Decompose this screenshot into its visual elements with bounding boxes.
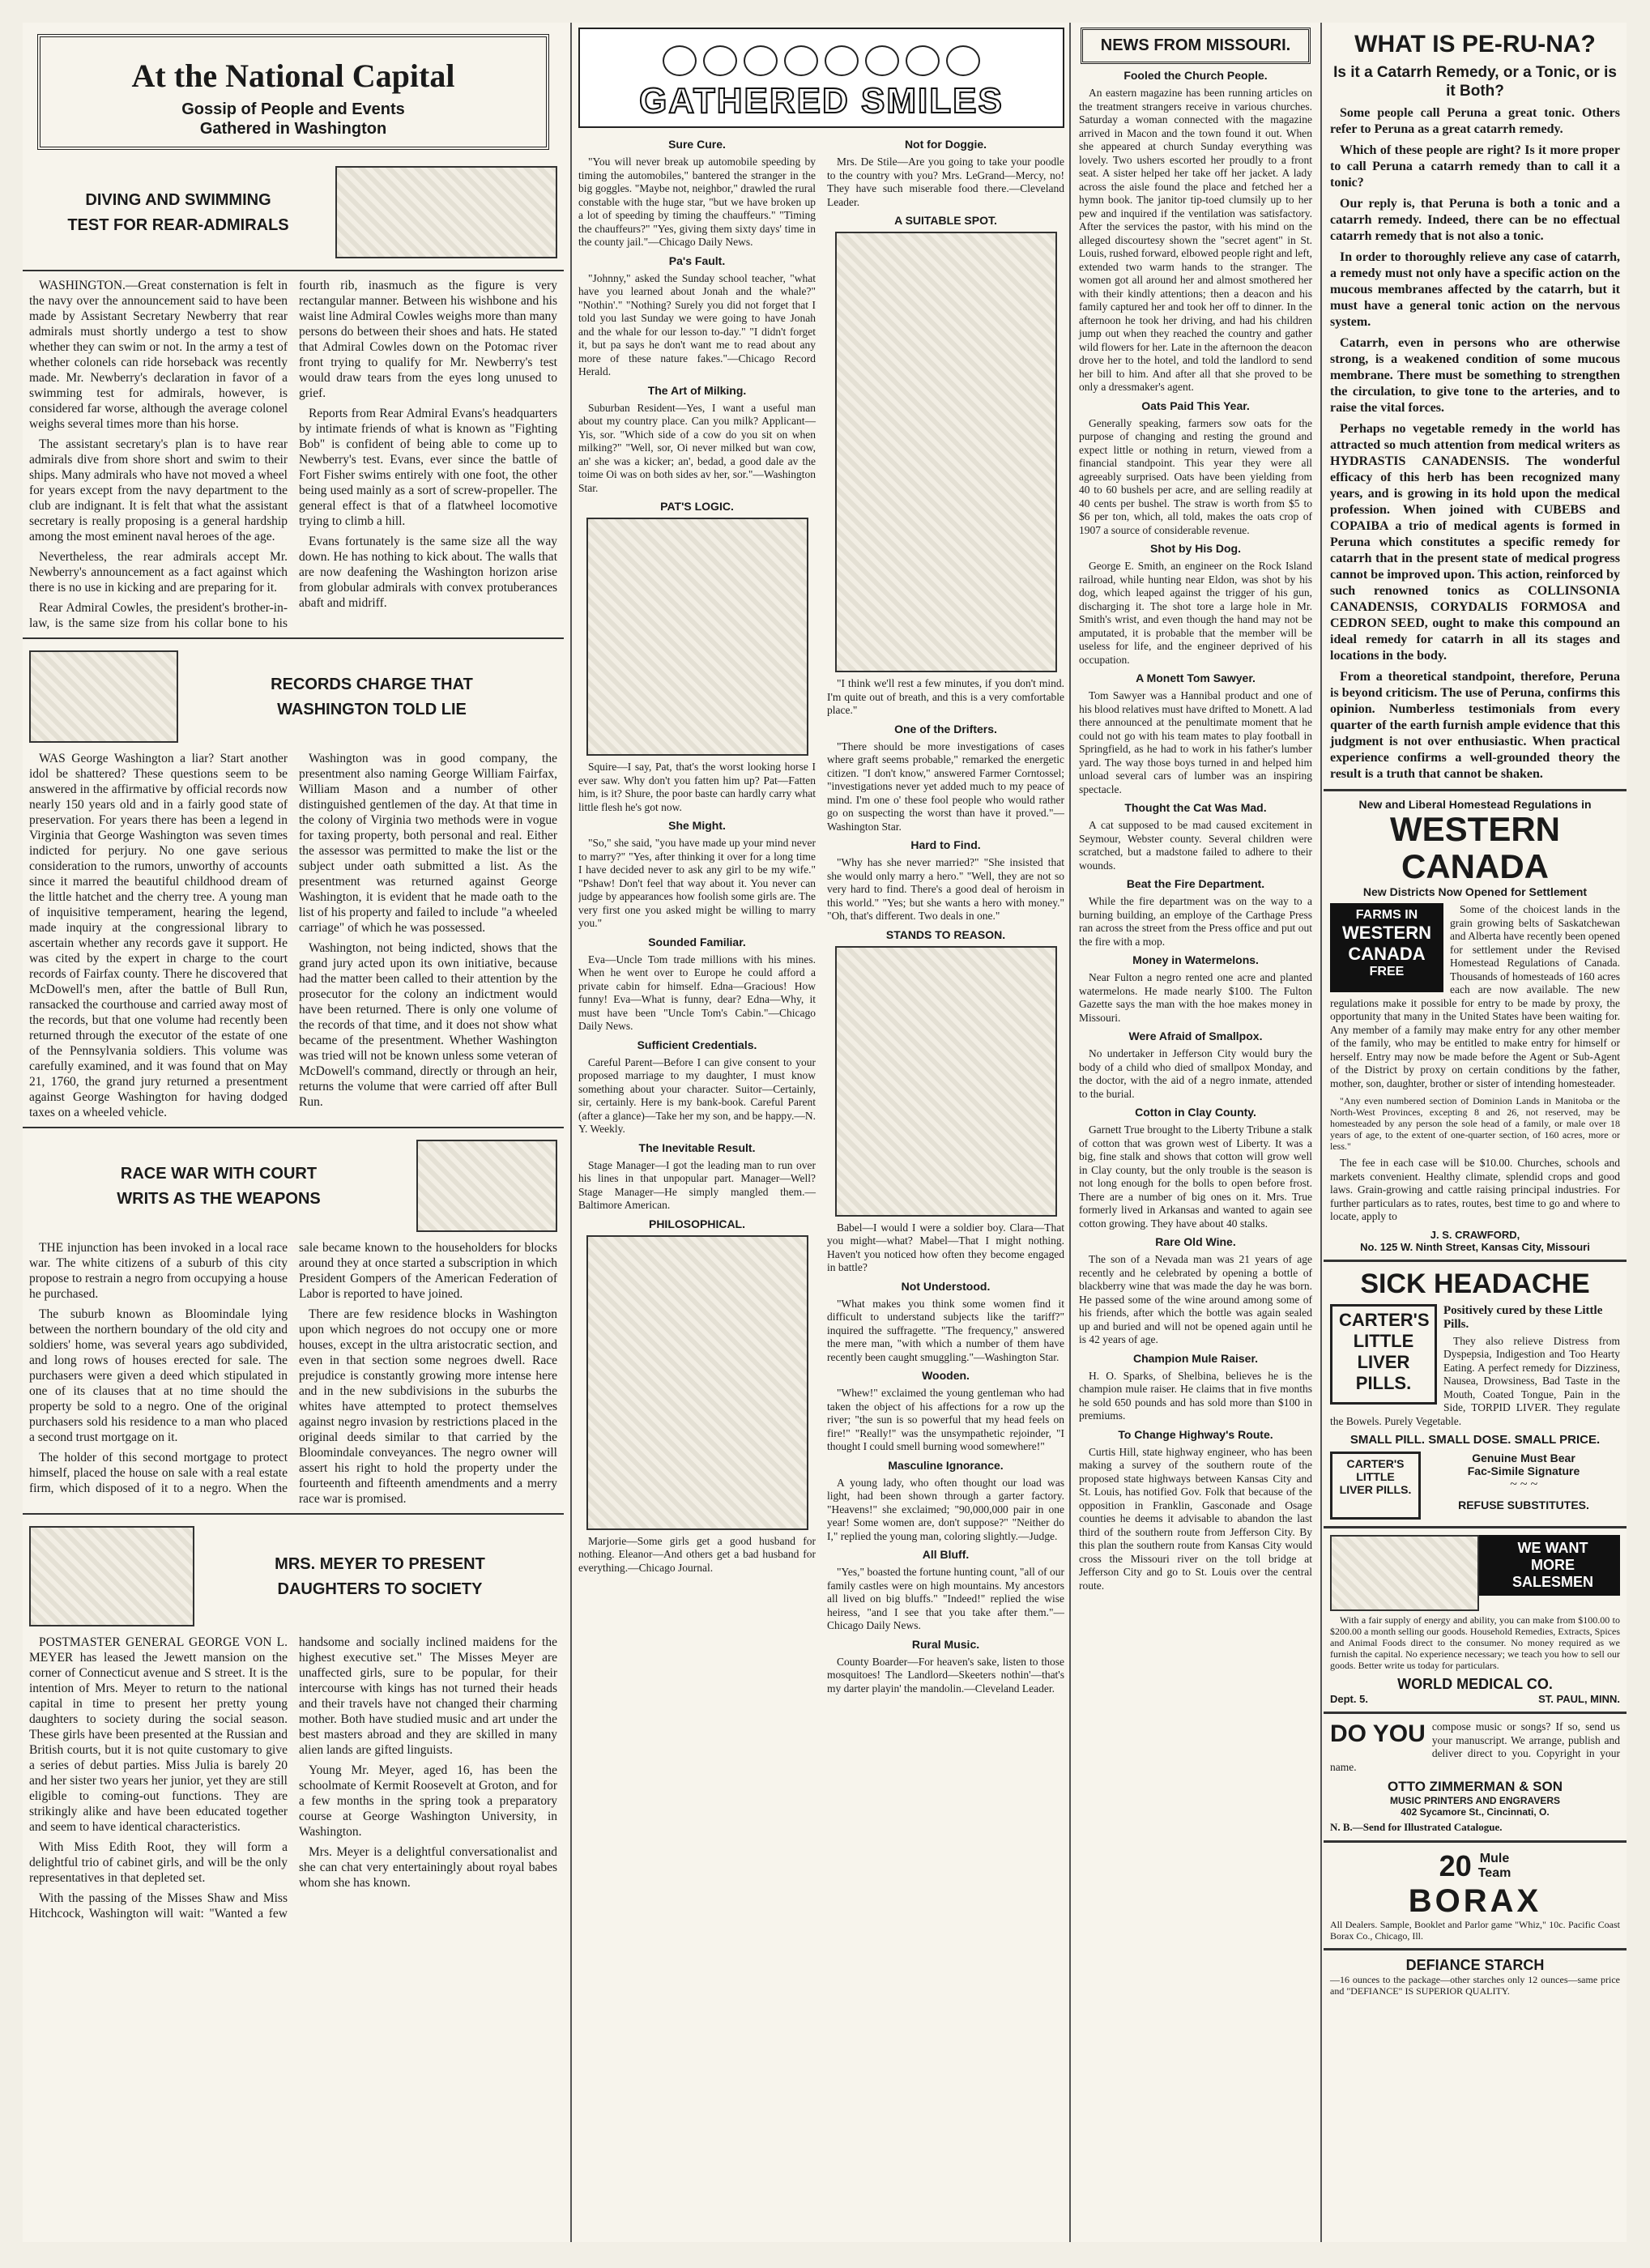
joke-title: All Bluff. bbox=[922, 1548, 970, 1561]
jokes-left-column bbox=[578, 133, 816, 1700]
article-meyer-body bbox=[29, 1635, 557, 1921]
news-title: Rare Old Wine. bbox=[1155, 1235, 1236, 1248]
article-paragraph: Nevertheless, the rear admirals accept Mr. Newberry's announcement as a fact against which there is no use in kicking and are preparing for it. bbox=[29, 550, 288, 595]
article-paragraph: Washington, not being indicted, shows that the grand jury acted upon its own initiative, because had the matter been called to their attention by the prosecutor for the colony an indictment would have been returned. There is only one volume of the records of that time, and it does not show what became of the presentment. Whether Washington was tried will not be known unless some veteran of McDowell's command, directly or through an heir, returns the volume that were carried off after Bull Run. bbox=[299, 941, 557, 1109]
canada-title-1: WESTERN bbox=[1390, 810, 1560, 848]
headline-race-war-2: WRITS AS THE WEAPONS bbox=[117, 1190, 321, 1208]
headline-records-2: WASHINGTON TOLD LIE bbox=[277, 701, 467, 718]
joke-text: Squire—I say, Pat, that's the worst looking horse I ever saw. Why don't you fatten him up? Pat—Fatten him, is it? Shure, the poor baste can hardly carry what little flesh he's got now. bbox=[578, 761, 816, 813]
joke-title: Not for Doggie. bbox=[904, 138, 987, 151]
newspaper-page bbox=[23, 23, 1627, 2242]
news-text: Curtis Hill, state highway engineer, who has been making a survey of the southern route of the proposed state highways between Kansas City and St. Louis, has notified Gov. Folk that because of the opposition in Franklin, Gasconade and Osage counties he deems it advisable to abandon the last third of the southern route from Jefferson City. By this plan the southern route from Kansas City would cross the Missouri river on the toll bridge at Jefferson City and go to St. Louis over the central route. bbox=[1079, 1445, 1312, 1592]
carters-logo: CARTER'S LITTLE LIVER PILLS. bbox=[1330, 1304, 1437, 1405]
news-title: Shot by His Dog. bbox=[1150, 542, 1241, 555]
joke-title: Not Understood. bbox=[901, 1279, 991, 1293]
carters-slogan: SMALL PILL. SMALL DOSE. SMALL PRICE. bbox=[1349, 1433, 1601, 1447]
missouri-header: NEWS FROM MISSOURI. bbox=[1100, 36, 1291, 54]
article-paragraph: The suburb known as Bloomindale lying between the northern boundary of the old city and soldiers' home, was several years ago subdivided, and long rows of houses erected for sale. The purchasers were given a deed which stipulated in one of its clauses that at no time should the property be sold to a negro. One of the original purchasers sold his residence to a man who placed a second trust mortgage on it. bbox=[29, 1307, 288, 1444]
carters-small-logo: CARTER'S LITTLE LIVER PILLS. bbox=[1330, 1452, 1421, 1520]
article-paragraph: With the passing of the Misses Shaw and Miss Hitchcock, Washington will wait: "Wanted a few handsome and socially inclined maidens for the highest executive set." The Misses Meyer are unaffected girls, sure to be popular, for their intercourse with kings has not turned their heads and their travels have not changed their charming mother. Both have studied music and art under the best masters abroad and they are skilled in many alien lands are gifted linguists. bbox=[29, 1635, 557, 1921]
zimmerman-nb: N. B.—Send for Illustrated Catalogue. bbox=[1330, 1821, 1503, 1833]
joke-text: "So," she said, "you have made up your mind never to marry?" "Yes, after thinking it over for a long time I have decided never to ask any girl to be my wife." "Pshaw! Don't feel that way about it. You never can judge by appearances how foolish some girls are. The very first one you asked might be willing to marry you." bbox=[578, 837, 816, 929]
article-paragraph: Mrs. Meyer is a delightful conversationalist and she can chat very entertainingly about royal babes whom she has known. bbox=[299, 1845, 557, 1890]
ad-paragraph: Our reply is, that Peruna is both a tonic and a catarrh remedy. Indeed, there can be no effectual catarrh remedy that is not also a tonic. bbox=[1330, 197, 1620, 243]
capital-title: At the National Capital bbox=[131, 58, 455, 94]
salesmen-city: ST. PAUL, MINN. bbox=[1538, 1693, 1620, 1705]
borax-number: 20 bbox=[1439, 1849, 1472, 1882]
joke-text: Marjorie—Some girls get a good husband for nothing. Eleanor—And others get a bad husband for everything.—Chicago Journal. bbox=[578, 1534, 816, 1574]
article-paragraph: POSTMASTER GENERAL GEORGE VON L. MEYER has leased the Jewett mansion on the corner of Connecticut avenue and S street. It is the intention of Mrs. Meyer to return to the national capital in time to present her pretty young daughters to society during the social season. These girls have been presented at the Russian and British courts, but it is not quite customary to give a series of debut parties. Miss Julia is barely 20 and her sister two years her junior, yet they are still eligible to coming-out functions. They are strikingly alike and have been educated together and seem to have identical characteristics. bbox=[29, 1635, 288, 1834]
column-rule bbox=[1069, 23, 1071, 2242]
jokes-right-column bbox=[827, 133, 1064, 1700]
joke-text: Eva—Uncle Tom trade millions with his mines. When he went over to Europe he could afford a private cabin for himself. Edna—Gracious! How funny! Eva—What is funny, dear? Edna—Why, it must have been "Uncle Tom's Cabin."—Chicago Daily News. bbox=[578, 953, 816, 1032]
hanging-man-illustration bbox=[835, 232, 1057, 672]
column-gathered-smiles bbox=[578, 23, 1064, 2242]
article-paragraph: The assistant secretary's plan is to have rear admirals dive from shore short and swim to their ships. Many admirals who have not moved a wheel for years except from the navy department to the club are indignant. It is felt that what the assistant secretary is really proposing is a general hardship among the most eminent naval heroes of the age. bbox=[29, 437, 288, 544]
zimmerman-ad bbox=[1324, 1720, 1627, 1834]
horse-rider-illustration bbox=[586, 518, 808, 756]
joke-title: Pa's Fault. bbox=[668, 254, 726, 267]
news-title: Beat the Fire Department. bbox=[1126, 877, 1265, 890]
article-diving-body bbox=[29, 278, 557, 631]
salesmen-body: With a fair supply of energy and ability, you can make from $100.00 to $200.00 a month selling our goods. Household Remedies, Extracts, Spices and Animal Foods direct to the consumer. No money required as we furnish the capital. No experience necessary; we teach you how to sell our goods. Better write us today for particulars. bbox=[1330, 1614, 1620, 1671]
joke-text: "Yes," boasted the fortune hunting count, "all of our family castles were on high mountains. My ancestors all lived on big bluffs." "Indeed!" replied the wise heiress, "and I see that you take after them."—Chicago Daily News. bbox=[827, 1566, 1064, 1631]
borax-ad bbox=[1324, 1849, 1627, 1942]
news-title: Money in Watermelons. bbox=[1132, 953, 1259, 966]
joke-title: She Might. bbox=[668, 819, 726, 832]
western-canada-ad bbox=[1324, 798, 1627, 1253]
canada-notice: "Any even numbered section of Dominion Lands in Manitoba or the North-West Provinces, excepting 8 and 26, not reserved, may be homesteaded by any person the sole head of a family, or male over 18 years of age, to the extent of one-quarter section, of 160 acres, more or less." bbox=[1330, 1095, 1620, 1152]
salesmen-head-2: MORE bbox=[1531, 1557, 1575, 1573]
zimmerman-company: OTTO ZIMMERMAN & SON bbox=[1388, 1779, 1563, 1794]
news-text: An eastern magazine has been running articles on the treatment strangers receive in various churches. Saturday a woman connected with the magazine arrived in Macon and the town found it out. When she appeared at church Sunday everything was lovely. Two ushers escorted her proudly to a front seat. A sister helped her take off her jacket. A lady across the aisle found the place and fetched her a hymn book. The janitor tip-toed clumsily up to her pew and inquired if the ventilation was satisfactory. After the services the pastor, with his mind on the alleged discourtesy shown the "secret agent" in St. Louis, rushed forward, elbowed people right and left, extended two warm hands to the stranger. The women got all around her and almost smothered her with their kindly attentions; then a deacon and his family captured her and took her off to dinner. In the afternoon he took her driving, and had his children jump out when they reached the country and gather wild flowers for her. Late in the afternoon the deacon drove her to the hotel, and told the landlord to send her bill to him. And after all that she proved to be only a dressmaker's agent. bbox=[1079, 87, 1312, 393]
ledger-book-illustration bbox=[29, 650, 178, 743]
two-men-illustration bbox=[416, 1140, 557, 1232]
two-ladies-illustration bbox=[29, 1526, 194, 1626]
canada-title-2: CANADA bbox=[1401, 847, 1549, 885]
joke-title: STANDS TO REASON. bbox=[885, 927, 1006, 941]
joke-title: PAT'S LOGIC. bbox=[660, 500, 734, 513]
canada-pre: New and Liberal Homestead Regulations in bbox=[1358, 798, 1592, 811]
salesmen-ad bbox=[1324, 1535, 1627, 1705]
canada-fee: The fee in each case will be $10.00. Churches, schools and markets convenient. Healthy climate, splendid crops and good laws. Grain-growing and cattle raising principal industries. For further particulars as to rates, routes, best time to go and where to locate, apply to bbox=[1330, 1157, 1620, 1222]
column-advertisements bbox=[1324, 23, 1627, 2242]
carters-ad bbox=[1324, 1268, 1627, 1520]
joke-text: "Why has she never married?" "She insisted that she would only marry a hero." "Well, they are not so very hard to find. There's a good deal of heroism in this world." "Yes; but she wants a hero with money." "Oh, that's different. Two deals in one." bbox=[827, 856, 1064, 922]
news-title: To Change Highway's Route. bbox=[1118, 1427, 1273, 1441]
joke-text: Mrs. De Stile—Are you going to take your poodle to the country with you? Mrs. LeGrand—Mercy, no! They have such miserable food there.—Cleveland Leader. bbox=[827, 156, 1064, 208]
borax-team: Team bbox=[1477, 1866, 1511, 1880]
signature-image: ~ ~ ~ bbox=[1510, 1477, 1537, 1491]
ad-paragraph: In order to thoroughly relieve any case of catarrh, a remedy must not only have a specific action on the mucous membranes affected by the catarrh, but it must have a general tonic action on the nervous system. bbox=[1330, 250, 1620, 329]
article-paragraph: THE injunction has been invoked in a local race war. The white citizens of a suburb of this city propose to restrain a negro from occupying a house he purchased. bbox=[29, 1241, 288, 1301]
news-title: Thought the Cat Was Mad. bbox=[1124, 801, 1267, 814]
article-paragraph: Evans fortunately is the same size all the way down. He has nothing to kick about. The walls that are now deafening the Washington horizon arise from globular admirals with convex protuberances abaft and midriff. bbox=[299, 535, 557, 610]
defiance-title: DEFIANCE STARCH bbox=[1405, 1957, 1545, 1973]
joke-title: A SUITABLE SPOT. bbox=[894, 214, 997, 227]
capital-subtitle-2: Gathered in Washington bbox=[199, 120, 387, 138]
headline-diving-2: TEST FOR REAR-ADMIRALS bbox=[67, 216, 289, 234]
article-paragraph: Young Mr. Meyer, aged 16, has been the schoolmate of Kermit Roosevelt at Groton, and for a few months in the spring took a preparatory course at George Washington University, in Washington. bbox=[299, 1763, 557, 1839]
joke-text: "There should be more investigations of cases where graft seems probable," remarked the energetic citizen. "I don't know," answered Farmer Corntossel; "investigations never yet added much to my peace of mind. I'm one o' these fool people who would rather go on suspecting the worst than have it proved."—Washington Star. bbox=[827, 740, 1064, 833]
carters-genuine-1: Genuine Must Bear bbox=[1472, 1452, 1575, 1464]
joke-title: Masculine Ignorance. bbox=[888, 1458, 1004, 1472]
peruna-subtitle: Is it a Catarrh Remedy, or a Tonic, or is it Both? bbox=[1333, 64, 1617, 100]
joke-title: One of the Drifters. bbox=[894, 722, 997, 735]
defiance-starch-ad bbox=[1324, 1957, 1627, 1997]
news-text: Generally speaking, farmers sow oats for the purpose of changing and resting the ground and expect little or nothing in return, viewed from a financial standpoint. This year they were all agreeably surprised. Oats have been yielding from 40 to 60 bushels per acre, and are selling readily at 40 cents per bushel. The straw is worth from $5 to $6 per ton, which, all told, makes the oats crop of 1907 a source of considerable revenue. bbox=[1079, 416, 1312, 536]
article-paragraph: WAS George Washington a liar? Start another idol be shattered? These questions seem to be answered in the affirmative by official records now nearly 150 years old and in a fairly good state of preservation. For years there has been a legend in Virginia that George Washington was seven times indicted for perjury. No one gave serious consideration to the rumors, unworthy of accounts since it marred the beautiful childhood dream of the little hatchet and the cherry tree. A young man of inquisitive temperament, hearing the legend, made inquiry at the congressional library to ascertain whether any records gave it support. He was cited by the expert in charge to the court records of Fairfax county. There he discovered that McDowell's men, after the battle of Bull Run, ransacked the courthouse and carried away most of the records, but that one volume had recently been returned through the executor of the estate of one of the Pennsylvania soldiers. This volume was carefully examined, and it was found that on May 21, 1760, the grand jury returned a presentment against George Washington for having dodged taxes on a wheeled vehicle. bbox=[29, 752, 288, 1119]
joke-text: Suburban Resident—Yes, I want a useful man about my country place. Can you milk? Applicant—Yis, sor. "Which side of a cow do you sit on when milking?" "Well, sor, Oi never milked but wan cow, an' she was a kicker; an', bedad, a good dale av the toime Oi was on both sides av her, sor."—Washington Star. bbox=[578, 401, 816, 494]
zimmerman-line: MUSIC PRINTERS AND ENGRAVERS bbox=[1389, 1795, 1561, 1806]
news-text: Tom Sawyer was a Hannibal product and one of his blood relatives must have drifted to Monett. A lad there announced at the penultimate moment that he could not go with his team mates to play football in Springfield, as he had to work in his father's lumber yard. The way those boys turned in and helped him unload several cars of lumber was an inspiring spectacle. bbox=[1079, 689, 1312, 795]
article-paragraph: WASHINGTON.—Great consternation is felt in the navy over the announcement said to have been made by Assistant Secretary Newberry that rear admirals must shortly undergo a test to show whether they can swim or not. In the army a test of whether colonels can ride horseback was recently made. Mr. Newberry's declaration in favor of a swimming test for admirals, however, is considered far worse, although the average colonel weighs several times more than his horse. bbox=[29, 279, 288, 431]
ad-paragraph: Which of these people are right? Is it more proper to call Peruna a catarrh remedy than to call it a tonic? bbox=[1330, 143, 1620, 190]
two-women-illustration bbox=[586, 1235, 808, 1530]
borax-title: BORAX bbox=[1408, 1883, 1542, 1919]
capital-subtitle-1: Gossip of People and Events bbox=[181, 100, 405, 118]
column-missouri-news bbox=[1074, 23, 1317, 2242]
zimmerman-address: 402 Sycamore St., Cincinnati, O. bbox=[1401, 1806, 1550, 1818]
carters-title: SICK HEADACHE bbox=[1360, 1268, 1590, 1299]
news-title: Fooled the Church People. bbox=[1123, 69, 1268, 82]
doyou-title: DO YOU bbox=[1330, 1720, 1426, 1747]
salesmen-company: WORLD MEDICAL CO. bbox=[1397, 1676, 1553, 1692]
joke-text: "Johnny," asked the Sunday school teacher, "what have you learned about Jonah and the whale?" "Nothin'." "Nothing? Surely you did not forget that I told you last Sunday we were going to have Jonah and the whale for our lesson to-day." "I didn't forget it, but pa says he don't want me to read about any more of these nature fakes."—Chicago Record Herald. bbox=[578, 271, 816, 377]
article-paragraph: Rear Admiral Cowles, the president's brother-in-law, is the same size from his collar bone to his fourth rib, inasmuch as the figure is very rectangular manner. Between his wishbone and his waist line Admiral Cowles weighs more than many persons do between their shoes and hats. He stated that Admiral Cowles down on the Potomac river front trying to qualify for Mr. Newberry's test would draw tears from the eyes long unused to grief. bbox=[29, 279, 557, 630]
column-rule bbox=[570, 23, 572, 2242]
capital-header-box bbox=[37, 34, 549, 150]
joke-title: Sure Cure. bbox=[668, 138, 726, 151]
article-paragraph: The holder of this second mortgage to protect himself, placed the house on sale with a real estate firm, which disposed of it to a negro. When the sale became known to the householders for blocks around they at once started a subscription in which President Gompers of the American Federation of Labor is reported to have joined. bbox=[29, 1241, 557, 1495]
news-text: Garnett True brought to the Liberty Tribune a stalk of cotton that was grown west of Liberty. It was a big, fine stalk and shows that cotton will grow well in Clay county, but the only trouble is the season is not long enough for the bolls to open before frost. There are a number of big ones on it. Mrs. True formerly lived in Arkansas and wanted to again see cotton growing. They have about 40 stalks. bbox=[1079, 1123, 1312, 1230]
carters-body: They also relieve Distress from Dyspepsia, Indigestion and Too Hearty Eating. A perfect remedy for Dizziness, Nausea, Drowsiness, Bad Taste in the Mouth, Coated Tongue, Pain in the Side, TORPID LIVER. They regulate the Bowels. Purely Vegetable. bbox=[1330, 1334, 1620, 1427]
headline-diving-1: DIVING AND SWIMMING bbox=[85, 191, 271, 209]
news-text: A cat supposed to be mad caused excitement in Seymour, Webster county. Several children were scratched, but a madstone failed to adhere to their wounds. bbox=[1079, 819, 1312, 872]
headline-meyer-1: MRS. MEYER TO PRESENT bbox=[275, 1555, 485, 1573]
article-records-body bbox=[29, 751, 557, 1120]
defiance-body: —16 ounces to the package—other starches only 12 ounces—same price and "DEFIANCE" IS SUPERIOR QUALITY. bbox=[1330, 1974, 1620, 1997]
ad-paragraph: Catarrh, even in persons who are otherwise strong, is a weakened condition of some mucous membrane. There must be something to strengthen the circulation, to give tone to the arteries, and to raise the vital forces. bbox=[1330, 336, 1620, 415]
headline-records-1: RECORDS CHARGE THAT bbox=[271, 676, 473, 693]
news-text: George E. Smith, an engineer on the Rock Island railroad, while hunting near Eldon, was shot by his dog, which leaped against the trigger of his gun, discharging it. The shot tore a large hole in Mr. Smith's wrist, and even though the hand may not be amputated, it is probable that the member will be useless for life, and the engineer deprived of his occupation. bbox=[1079, 560, 1312, 666]
joke-text: County Boarder—For heaven's sake, listen to those mosquitoes! The Landlord—Skeeters nothin'—that's my darter playin' the mandolin.—Cleveland Leader. bbox=[827, 1655, 1064, 1695]
ad-paragraph: Some people call Peruna a great tonic. Others refer to Peruna as a great catarrh remedy. bbox=[1330, 106, 1620, 136]
swimmers-illustration bbox=[335, 166, 557, 258]
joke-text: "You will never break up automobile speeding by timing the automobiles," bantered the stranger in the big goggles. "Maybe not, neighbor," drawled the rural constable with the huge star, "but we have broken up a lot of speeding by timing the chauffeurs." "Timing the chauffeurs?" "Yes, giving them sixty days' time in the county jail."—Chicago Daily News. bbox=[578, 156, 816, 248]
salesmen-dept: Dept. 5. bbox=[1330, 1693, 1368, 1705]
column-rule bbox=[1320, 23, 1322, 2242]
ad-paragraph: Perhaps no vegetable remedy in the world has attracted so much attention from medical writers as HYDRASTIS CANADENSIS. The wonderful efficacy of this herb has been recognized many years, and is growing in its hold upon the medical profession. When joined with CUBEBS and COPAIBA a trio of medical agents is formed in Peruna which constitutes a specific remedy for catarrh that in the present state of medical progress cannot be improved upon. This action, reinforced by such renowned tonics as COLLINSONIA CANADENSIS, CORYDALIS FORMOSA and CEDRON SEED, ought to make this compound an ideal remedy for catarrh in all its stages and locations in the body. bbox=[1330, 422, 1620, 663]
salesmen-head-3: SALESMEN bbox=[1511, 1574, 1593, 1590]
news-title: Champion Mule Raiser. bbox=[1132, 1351, 1259, 1365]
joke-text: Stage Manager—I got the leading man to run over his lines in that unpopular part. Manager—Well? Stage Manager—He simply mangled them.—Baltimore American. bbox=[578, 1158, 816, 1211]
joke-title: PHILOSOPHICAL. bbox=[648, 1217, 745, 1230]
joke-title: The Art of Milking. bbox=[647, 383, 747, 397]
news-title: A Monett Tom Sawyer. bbox=[1136, 671, 1256, 684]
canada-address: No. 125 W. Ninth Street, Kansas City, Missouri bbox=[1360, 1240, 1590, 1253]
canada-agent: J. S. CRAWFORD, bbox=[1430, 1228, 1520, 1241]
article-paragraph: There are few residence blocks in Washington upon which negroes do not occupy one or more houses, except in the ultra aristocratic section, and even in that section some negroes dwell. Race prejudice is constantly growing more intense here and in the new subdivisions in the suburbs the whites have attempted to protect themselves against negro invasion by restrictions placed in the original deeds similar to that carried by the Bloomindale conveyances. The negro owner will assert his right to hold the property under the fourteenth and fifteenth amendments and a merry race war is promised. bbox=[299, 1307, 557, 1506]
news-text: H. O. Sparks, of Shelbina, believes he is the champion mule raiser. He claims that in five months he sold 650 pounds and has sold more than $100 in premiums. bbox=[1079, 1369, 1312, 1422]
article-paragraph: With Miss Edith Root, they will form a delightful trio of cabinet girls, and will be the only representatives in that depleted set. bbox=[29, 1840, 288, 1885]
doyou-body: compose music or songs? If so, send us your manuscript. We arrange, publish and deliver direct to you. Copyright in your name. bbox=[1330, 1720, 1620, 1773]
article-paragraph: Reports from Rear Admiral Evans's headquarters by intimate friends of what is known as "Fighting Bob" is confident of being able to come up to Newberry's test. Evans, ever since the battle of Fort Fisher swims entirely with one foot, the other being used mainly as a sort of screw-propeller. The general effect is that of a flatwheel locomotive trying to climb a hill. bbox=[299, 407, 557, 528]
carters-genuine-2: Fac-Simile Signature bbox=[1467, 1464, 1580, 1477]
joke-text: Careful Parent—Before I can give consent to your proposed marriage to my daughter, I must know something about your character. Suitor—Certainly, sir, certainly. Here is my bank-book. Careful Parent (after a glance)—Take her my son, and be happy.—N. Y. Weekly. bbox=[578, 1055, 816, 1135]
news-title: Were Afraid of Smallpox. bbox=[1128, 1030, 1263, 1042]
joke-title: Rural Music. bbox=[911, 1637, 980, 1651]
joke-title: Sounded Familiar. bbox=[648, 935, 746, 949]
headline-race-war-1: RACE WAR WITH COURT bbox=[120, 1165, 318, 1183]
salesmen-head-1: WE WANT bbox=[1517, 1540, 1588, 1556]
peruna-ad bbox=[1324, 31, 1627, 782]
canada-subtitle: New Districts Now Opened for Settlement bbox=[1362, 885, 1588, 898]
smiles-title: GATHERED SMILES bbox=[639, 81, 1004, 121]
joke-title: Wooden. bbox=[922, 1369, 970, 1382]
peruna-title: WHAT IS PE-RU-NA? bbox=[1354, 31, 1596, 58]
news-text: The son of a Nevada man was 21 years of age recently and he celebrated by opening a bottle of blackberry wine that was made the day he was born. He passed some of the wine around among some of his friends, after which the bottle was again sealed up and buried and will not be opened again until he is 42 years of age. bbox=[1079, 1253, 1312, 1345]
news-text: While the fire department was on the way to a burning building, an employe of the Carthage Press ran across the street from the Press office and put out the fire with a mop. bbox=[1079, 895, 1312, 948]
article-race-war-body bbox=[29, 1240, 557, 1507]
joke-title: Hard to Find. bbox=[910, 838, 981, 851]
news-title: Cotton in Clay County. bbox=[1135, 1106, 1256, 1119]
carters-refuse: REFUSE SUBSTITUTES. bbox=[1458, 1498, 1589, 1511]
column-capital bbox=[23, 23, 564, 2242]
smiles-banner bbox=[578, 28, 1064, 128]
women-conversing-illustration bbox=[835, 946, 1057, 1217]
ad-paragraph: From a theoretical standpoint, therefore, Peruna is beyond criticism. The use of Peruna, confirms this opinion. Numberless testimonials from every quarter of the earth furnish ample evidence that this judgment is not over enthusiastic. When practical experience confirms a well-grounded theory the result is a truth that cannot be shaken. bbox=[1330, 670, 1620, 781]
joke-title: The Inevitable Result. bbox=[638, 1140, 756, 1154]
canada-body: Some of the choicest lands in the grain growing belts of Saskatchewan and Alberta have recently been opened for settlement under the Revised Homestead Regulations of Canada. Thousands of homesteads of 160 acres each are now available. The new regulations make it possible for entry to be made by proxy, the opportunity that many in the United States have been waiting for. Any member of a family may make entry for any other member of the family, who may be entitled to make entry for himself or herself. Entry may now be made before the Agent or Sub-Agent of the District by proxy on certain conditions by the father, mother, son, daughter, brother or sister of intending homesteader. bbox=[1330, 903, 1620, 1089]
joke-text: A young lady, who often thought our load was light, had been shown through a garter factory. "Heavens!" she exclaimed; "90,000,000 pair in one year! Some women are, don't suppose?" "Neither do I," replied the young man, coloring slightly.—Judge. bbox=[827, 1476, 1064, 1542]
joke-text: Babel—I would I were a soldier boy. Clara—That you might—what? Mabel—That I might nothing. Haven't you noticed how often they become engaged in battle? bbox=[827, 1221, 1064, 1273]
headline-meyer-2: DAUGHTERS TO SOCIETY bbox=[277, 1580, 483, 1598]
joke-text: "What makes you think some women find it difficult to understand subjects like the tariff?" inquired the suffragette. "The frequency," answered the mere man, "with which a number of them have recently been caught smuggling."—Washington Star. bbox=[827, 1297, 1064, 1363]
news-text: Near Fulton a negro rented one acre and planted watermelons. He made nearly $100. The Fulton Gazette says the man with the hoe makes money in Missouri. bbox=[1079, 971, 1312, 1024]
joke-title: Sufficient Credentials. bbox=[637, 1038, 757, 1051]
news-text: No undertaker in Jefferson City would bury the body of a child who died of smallpox Monday, and the doctor, with the aid of a negro inmate, attended to the burial. bbox=[1079, 1047, 1312, 1100]
cartoon-faces bbox=[663, 45, 980, 76]
joke-text: "I think we'll rest a few minutes, if you don't mind. I'm quite out of breath, and this is a very comfortable place." bbox=[827, 677, 1064, 716]
borax-mule: Mule bbox=[1479, 1852, 1510, 1865]
news-title: Oats Paid This Year. bbox=[1141, 399, 1250, 412]
carters-lead: Positively cured by these Little Pills. bbox=[1443, 1303, 1603, 1331]
horse-wagon-illustration bbox=[1330, 1535, 1479, 1611]
joke-text: "Whew!" exclaimed the young gentleman who had taken the object of his affections for a row up the river; "the sun is so powerful that my head feels on fire!" "Really!" was the unsympathetic rejoinder, "I thought I could smell burning wood somewhere!" bbox=[827, 1387, 1064, 1452]
canada-free-farms-logo: FARMS IN WESTERN CANADA FREE bbox=[1330, 903, 1443, 992]
borax-body: All Dealers. Sample, Booklet and Parlor game "Whiz," 10c. Pacific Coast Borax Co., Chicago, Ill. bbox=[1330, 1919, 1620, 1942]
article-paragraph: Washington was in good company, the presentment also naming George William Fairfax, William Mason and a number of other distinguished gentlemen of the day. At that time in the colony of Virginia two methods were in vogue for taxing property, both personal and real. Either the assessor was permitted to make the list or the subject under oath submitted a list. As the presentment was returned against George Washington, it is evident that he made oath to the list of his property and failed to include "a wheeled carriage" of which he was possessed. bbox=[299, 752, 557, 935]
